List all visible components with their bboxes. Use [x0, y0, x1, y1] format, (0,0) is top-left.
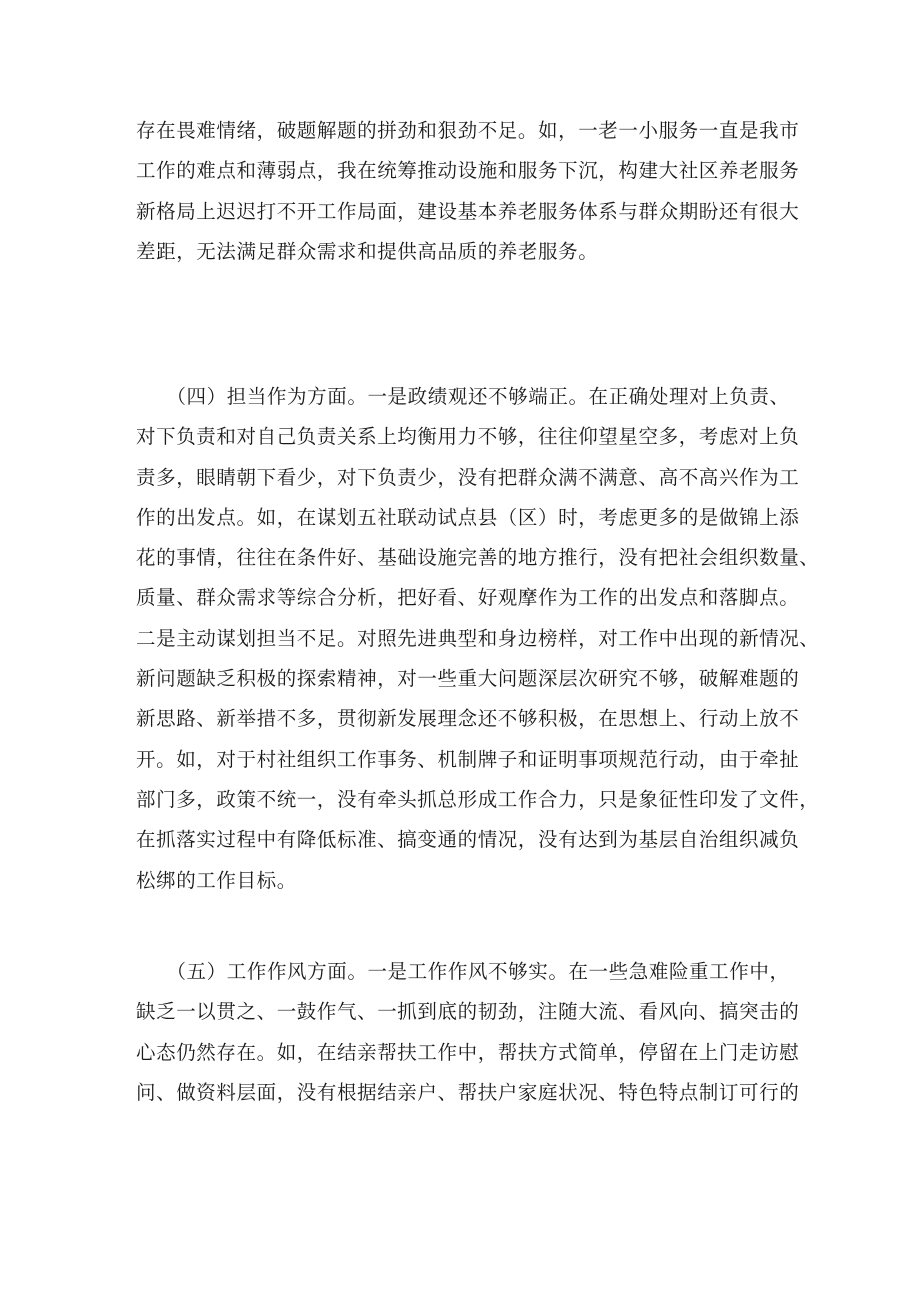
- text-line: 问、做资料层面，没有根据结亲户、帮扶户家庭状况、特色特点制订可行的: [136, 1080, 800, 1104]
- text-line: 二是主动谋划担当不足。对照先进典型和身边榜样，对工作中出现的新情况、: [136, 626, 820, 650]
- text-line: 花的事情，往往在条件好、基础设施完善的地方推行，没有把社会组织数量、: [136, 546, 820, 570]
- text-line: 差距，无法满足群众需求和提供高品质的养老服务。: [136, 239, 599, 263]
- text-line: 工作的难点和薄弱点，我在统筹推动设施和服务下沉，构建大社区养老服务: [136, 159, 800, 183]
- text-line: 新思路、新举措不多，贯彻新发展理念还不够积极，在思想上、行动上放不: [136, 707, 800, 731]
- text-line: 缺乏一以贯之、一鼓作气、一抓到底的韧劲，注随大流、看风向、搞突击的: [136, 1000, 800, 1024]
- paragraph-continuation: [136, 111, 800, 272]
- text-line: 新格局上迟迟打不开工作局面，建设基本养老服务体系与群众期盼还有很大: [136, 199, 800, 223]
- text-line: 对下负责和对自己负责关系上均衡用力不够，往往仰望星空多，考虑对上负: [136, 425, 800, 449]
- text-line: （五）工作作风方面。一是工作作风不够实。在一些急难险重工作中，: [136, 960, 790, 983]
- text-line: （四）担当作为方面。一是政绩观还不够端正。在正确处理对上负责、: [136, 385, 790, 408]
- text-line: 心态仍然存在。如，在结亲帮扶工作中，帮扶方式简单，停留在上门走访慰: [136, 1040, 800, 1064]
- text-line: 质量、群众需求等综合分析，把好看、好观摩作为工作的出发点和落脚点。: [136, 586, 800, 610]
- text-line: 开。如，对于村社组织工作事务、机制牌子和证明事项规范行动，由于牵扯: [136, 747, 800, 771]
- text-line: 松绑的工作目标。: [136, 868, 297, 892]
- text-line: 在抓落实过程中有降低标准、搞变通的情况，没有达到为基层自治组织减负: [136, 828, 800, 852]
- text-line: 作的出发点。如，在谋划五社联动试点县（区）时，考虑更多的是做锦上添: [136, 505, 800, 529]
- paragraph-section-four: [136, 377, 820, 901]
- text-line: 部门多，政策不统一，没有牵头抓总形成工作合力，只是象征性印发了文件，: [136, 787, 820, 811]
- text-line: 存在畏难情绪，破题解题的拼劲和狠劲不足。如，一老一小服务一直是我市: [136, 119, 800, 142]
- text-line: 责多，眼睛朝下看少，对下负责少，没有把群众满不满意、高不高兴作为工: [136, 465, 800, 489]
- paragraph-section-five: [136, 952, 800, 1113]
- text-line: 新问题缺乏积极的探索精神，对一些重大问题深层次研究不够，破解难题的: [136, 667, 800, 691]
